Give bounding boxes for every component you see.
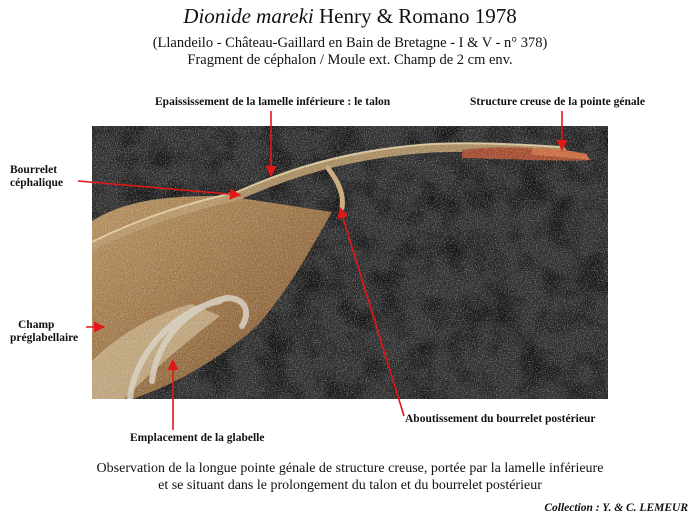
label-champ-line1: Champ xyxy=(18,319,55,331)
label-bourrelet-line1: Bourrelet xyxy=(10,164,58,176)
locality-line: (Llandeilo - Château-Gaillard en Bain de Bretagne - I & V - n° 378) xyxy=(152,35,548,51)
specimen-line: Fragment de céphalon / Moule ext. Champ de 2 cm env. xyxy=(187,52,513,68)
label-bourrelet-line2: céphalique xyxy=(10,177,64,189)
label-champ-preglabellaire xyxy=(10,319,78,345)
label-pointe-creuse: Structure creuse de la pointe génale xyxy=(470,96,645,108)
label-bourrelet-cephalique xyxy=(10,164,63,190)
fossil-photo xyxy=(92,126,608,399)
species-author: Henry & Romano 1978 xyxy=(318,4,517,28)
label-glabelle: Emplacement de la glabelle xyxy=(130,432,265,444)
species-name: Dionide mareki xyxy=(183,4,314,28)
page-title xyxy=(0,4,700,29)
caption-line1: Observation de la longue pointe génale de structure creuse, portée par la lamelle inférieure xyxy=(96,461,604,476)
collection-credit: Collection : Y. & C. LEMEUR xyxy=(544,502,688,514)
label-talon: Epaississement de la lamelle inférieure : le talon xyxy=(155,96,391,108)
label-aboutissement: Aboutissement du bourrelet postérieur xyxy=(405,413,596,425)
label-champ-line2: préglabellaire xyxy=(10,332,79,344)
caption-line2: et se situant dans le prolongement du talon et du bourrelet postérieur xyxy=(158,478,542,493)
